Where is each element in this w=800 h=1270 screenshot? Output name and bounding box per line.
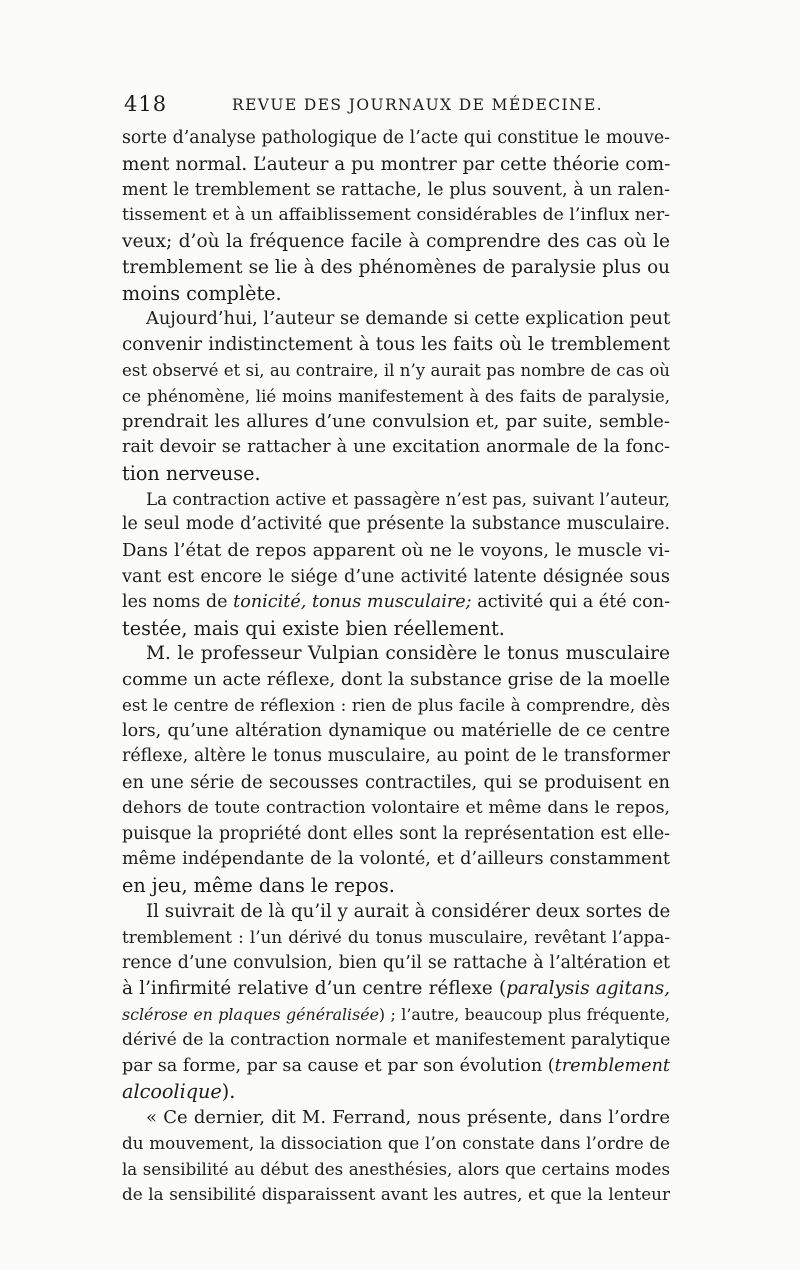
- italic-text: tremblement: [554, 1055, 670, 1076]
- text-span: vant est encore le siége d’une activité latente désignée sous: [122, 566, 670, 588]
- text-line: [122, 719, 670, 745]
- text-line: [122, 1157, 670, 1183]
- text-span: ).: [221, 1080, 236, 1104]
- text-span: convenir indistinctement à tous les faits où le tremblement: [122, 334, 670, 356]
- text-span: testée, mais qui existe bien réellement.: [122, 616, 505, 640]
- text-line: [122, 255, 670, 281]
- page-number: 418: [124, 92, 168, 116]
- text-line: [122, 590, 670, 616]
- text-line: [122, 873, 670, 899]
- text-line: [122, 641, 670, 667]
- text-line: [122, 616, 670, 642]
- text-span: les noms de: [122, 591, 234, 612]
- text-span: tremblement se lie à des phénomènes de paralysie plus ou: [122, 256, 670, 278]
- text-line: [122, 667, 670, 693]
- italic-text: alcoolique: [122, 1080, 222, 1104]
- text-span: Il suivrait de là qu’il y aurait à considérer deux sortes de: [146, 900, 671, 922]
- text-line: [122, 229, 670, 255]
- text-line: [122, 1028, 670, 1054]
- italic-text: paralysis agitans,: [506, 978, 671, 1000]
- text-line: [122, 358, 670, 384]
- text-span: tissement et à un affaiblissement considérables de l’influx ner-: [122, 205, 670, 226]
- text-line: [122, 925, 670, 951]
- text-span: le seul mode d’activité que présente la substance musculaire.: [122, 514, 670, 535]
- italic-text: sclérose en plaques généralisée: [122, 1005, 379, 1025]
- text-line: [122, 1131, 670, 1157]
- text-line: [122, 461, 670, 487]
- body-text: [122, 126, 670, 1208]
- text-span: est observé et si, au contraire, il n’y aurait pas nombre de cas où: [122, 360, 670, 380]
- text-span: de la sensibilité disparaissent avant les autres, et que la lenteur: [122, 1184, 670, 1205]
- running-title: REVUE DES JOURNAUX DE MÉDECINE.: [232, 96, 603, 114]
- text-line: [122, 512, 670, 538]
- text-span: par sa forme, par sa cause et par son évolution (: [122, 1055, 555, 1076]
- text-span: la sensibilité au début des anesthésies, alors que certains modes: [122, 1159, 670, 1179]
- text-line: [122, 203, 670, 229]
- text-span: veux; d’où la fréquence facile à comprendre des cas où le: [122, 231, 670, 253]
- text-span: du mouvement, la dissociation que l’on constate dans l’ordre de: [122, 1132, 670, 1153]
- text-span: rait devoir se rattacher à une excitation anormale de la fonc-: [122, 437, 670, 458]
- text-span: ment le tremblement se rattache, le plus souvent, à un ralen-: [122, 179, 670, 200]
- text-span: ) ; l’autre, beaucoup plus fréquente,: [378, 1005, 670, 1025]
- text-line: [122, 306, 670, 332]
- text-line: [122, 281, 670, 307]
- text-span: tion nerveuse.: [122, 461, 261, 485]
- text-line: [122, 1079, 670, 1105]
- text-span: réflexe, altère le tonus musculaire, au point de le transformer: [122, 746, 670, 767]
- text-line: [122, 409, 670, 435]
- text-line: [122, 770, 670, 796]
- text-span: sorte d’analyse pathologique de l’acte qui constitue le mouve-: [122, 128, 670, 148]
- text-line: [122, 332, 670, 358]
- text-span: Aujourd’hui, l’auteur se demande si cette explication peut: [146, 308, 671, 330]
- text-span: ment normal. L’auteur a pu montrer par cette théorie com-: [122, 153, 671, 175]
- running-head: [124, 92, 669, 116]
- text-line: [122, 899, 670, 925]
- text-line: [122, 384, 670, 410]
- text-span: La contraction active et passagère n’est pas, suivant l’auteur,: [146, 488, 670, 509]
- text-line: [122, 152, 670, 178]
- text-span: Dans l’état de repos apparent où ne le voyons, le muscle vi-: [122, 540, 670, 562]
- text-span: rence d’une convulsion, bien qu’il se rattache à l’altération et: [122, 952, 670, 973]
- text-line: [122, 1105, 670, 1131]
- text-line: [122, 693, 670, 719]
- text-line: [122, 976, 670, 1002]
- text-line: [122, 847, 670, 873]
- text-line: [122, 126, 670, 152]
- text-span: en une série de secousses contractiles, qui se produisent en: [122, 772, 670, 794]
- text-span: en jeu, même dans le repos.: [122, 874, 395, 898]
- italic-text: tonicité, tonus musculaire;: [233, 591, 472, 612]
- text-span: dehors de toute contraction volontaire et même dans le repos,: [122, 797, 670, 818]
- text-span: ce phénomène, lié moins manifestement à des faits de paralysie,: [122, 386, 670, 406]
- text-span: lors, qu’une altération dynamique ou matérielle de ce centre: [122, 720, 670, 741]
- text-span: dérivé de la contraction normale et manifestement paralytique: [122, 1029, 671, 1050]
- text-span: à l’infirmité relative d’un centre réflexe (: [122, 978, 507, 1000]
- text-line: [122, 822, 670, 848]
- text-line: [122, 564, 670, 590]
- text-line: [122, 951, 670, 977]
- text-span: prendrait les allures d’une convulsion et, par suite, semble-: [122, 411, 670, 433]
- text-span: M. le professeur Vulpian considère le tonus musculaire: [146, 643, 670, 665]
- text-span: même indépendante de la volonté, et d’ailleurs constamment: [122, 849, 670, 870]
- text-line: [122, 1002, 670, 1028]
- text-line: [122, 178, 670, 204]
- text-span: activité qui a été con-: [471, 591, 671, 612]
- text-line: [122, 796, 670, 822]
- text-line: [122, 435, 670, 461]
- text-span: comme un acte réflexe, dont la substance grise de la moelle: [122, 669, 670, 691]
- text-span: est le centre de réflexion : rien de plus facile à comprendre, dès: [122, 694, 670, 715]
- text-span: tremblement : l’un dérivé du tonus musculaire, revêtant l’appa-: [122, 926, 670, 947]
- text-span: puisque la propriété dont elles sont la représentation est elle-: [122, 823, 670, 844]
- text-span: « Ce dernier, dit M. Ferrand, nous présente, dans l’ordre: [146, 1107, 670, 1129]
- text-line: [122, 487, 670, 513]
- text-line: [122, 1054, 670, 1080]
- text-line: [122, 1182, 670, 1208]
- text-line: [122, 744, 670, 770]
- text-line: [122, 538, 670, 564]
- text-span: moins complète.: [122, 281, 282, 305]
